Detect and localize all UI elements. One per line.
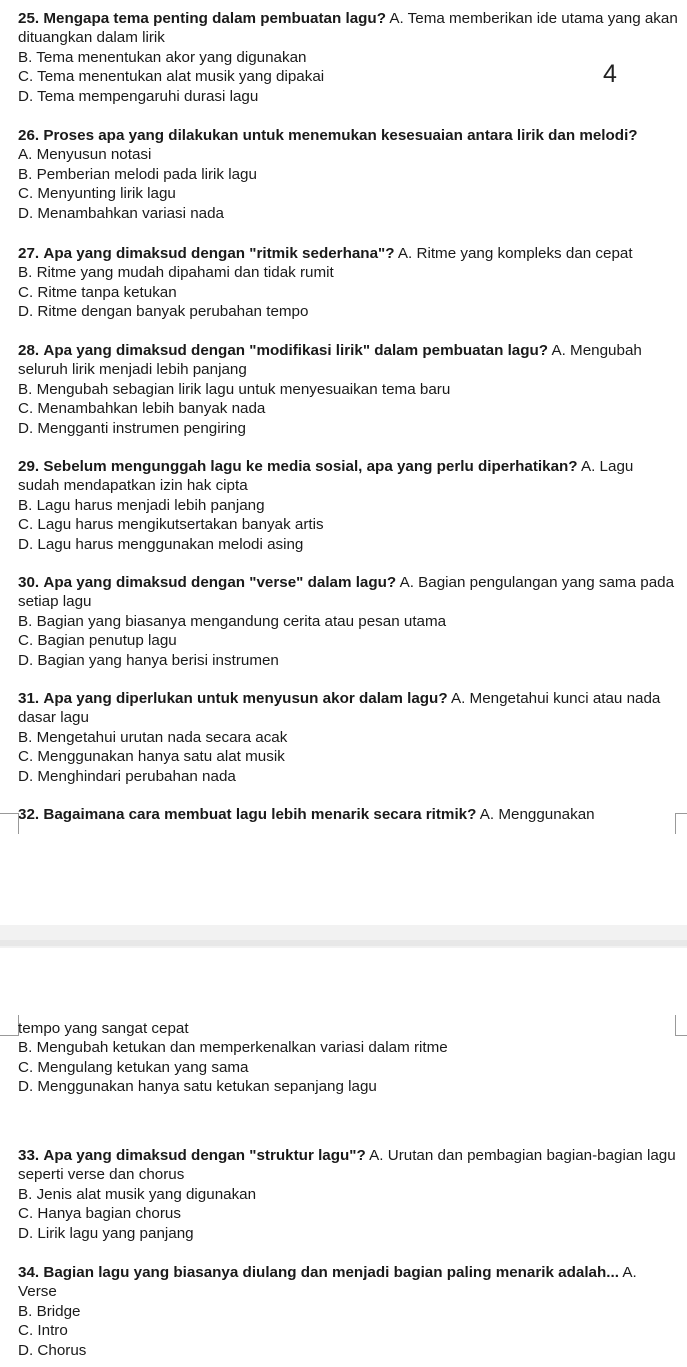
question-number: 25. xyxy=(18,10,40,27)
option-a: A. Mengubah seluruh lirik menjadi lebih panjang xyxy=(18,342,642,379)
option-c: C. Mengulang ketukan yang sama xyxy=(18,1058,249,1076)
option-b: B. Bridge xyxy=(18,1302,81,1320)
question-number: 27. xyxy=(18,245,40,262)
question-28 xyxy=(18,341,678,438)
question-number: 31. xyxy=(18,690,40,707)
option-c: C. Bagian penutup lagu xyxy=(18,632,177,650)
option-b: B. Pemberian melodi pada lirik lagu xyxy=(18,165,257,183)
question-31 xyxy=(18,689,678,786)
option-d: D. Bagian yang hanya berisi instrumen xyxy=(18,651,279,669)
option-d: D. Tema mempengaruhi durasi lagu xyxy=(18,87,259,105)
option-d: D. Menambahkan variasi nada xyxy=(18,204,224,222)
question-32-continuation xyxy=(18,1019,678,1097)
question-number: 29. xyxy=(18,458,40,475)
question-27 xyxy=(18,244,678,322)
question-number: 30. xyxy=(18,574,40,591)
option-b: B. Mengubah ketukan dan memperkenalkan variasi dalam ritme xyxy=(18,1039,448,1057)
question-number: 33. xyxy=(18,1147,40,1164)
page-marker: 4 xyxy=(603,60,617,88)
option-b: B. Mengetahui urutan nada secara acak xyxy=(18,728,288,746)
option-a: A. Mengetahui kunci atau nada dasar lagu xyxy=(18,690,661,727)
option-c: C. Menggunakan hanya satu alat musik xyxy=(18,748,285,766)
question-33 xyxy=(18,1146,678,1243)
question-34 xyxy=(18,1263,678,1360)
option-a: A. Urutan dan pembagian bagian-bagian lagu seperti verse dan chorus xyxy=(18,1147,676,1184)
question-text: Proses apa yang dilakukan untuk menemukan kesesuaian antara lirik dan melodi? xyxy=(43,127,638,144)
option-b: B. Lagu harus menjadi lebih panjang xyxy=(18,496,265,514)
question-text: Apa yang dimaksud dengan "struktur lagu"? xyxy=(43,1147,366,1164)
option-a-continued: tempo yang sangat cepat xyxy=(18,1020,189,1037)
option-d: D. Lirik lagu yang panjang xyxy=(18,1224,194,1242)
option-b: B. Bagian yang biasanya mengandung cerita atau pesan utama xyxy=(18,612,447,630)
crop-mark xyxy=(0,1015,19,1036)
question-text: Bagian lagu yang biasanya diulang dan menjadi bagian paling menarik adalah... xyxy=(43,1264,619,1281)
option-b: B. Ritme yang mudah dipahami dan tidak rumit xyxy=(18,264,334,282)
option-a: A. Lagu sudah mendapatkan izin hak cipta xyxy=(18,458,634,495)
option-a: A. Tema memberikan ide utama yang akan dituangkan dalam lirik xyxy=(18,10,678,47)
question-number: 34. xyxy=(18,1264,40,1281)
option-c: C. Ritme tanpa ketukan xyxy=(18,283,177,301)
option-d: D. Chorus xyxy=(18,1341,87,1359)
question-29 xyxy=(18,457,678,554)
question-text: Apa yang diperlukan untuk menyusun akor dalam lagu? xyxy=(43,690,448,707)
page-divider xyxy=(0,940,687,946)
option-a: A. Bagian pengulangan yang sama pada setiap lagu xyxy=(18,574,675,611)
question-text: Apa yang dimaksud dengan "verse" dalam lagu? xyxy=(43,574,397,591)
option-d: D. Lagu harus menggunakan melodi asing xyxy=(18,535,304,553)
option-c: C. Hanya bagian chorus xyxy=(18,1205,181,1223)
question-32 xyxy=(18,805,678,824)
option-d: D. Ritme dengan banyak perubahan tempo xyxy=(18,303,309,321)
option-a: A. Ritme yang kompleks dan cepat xyxy=(397,245,633,262)
option-d: D. Menggunakan hanya satu ketukan sepanjang lagu xyxy=(18,1078,377,1096)
option-a: A. Menggunakan xyxy=(479,806,595,823)
crop-mark xyxy=(675,813,687,834)
option-c: C. Lagu harus mengikutsertakan banyak artis xyxy=(18,516,324,534)
question-30 xyxy=(18,573,678,670)
option-c: C. Menyunting lirik lagu xyxy=(18,185,176,203)
question-26 xyxy=(18,126,678,223)
option-d: D. Mengganti instrumen pengiring xyxy=(18,419,246,437)
question-text: Apa yang dimaksud dengan "ritmik sederhana"? xyxy=(43,245,395,262)
option-b: B. Jenis alat musik yang digunakan xyxy=(18,1185,257,1203)
option-c: C. Menambahkan lebih banyak nada xyxy=(18,400,266,418)
question-text: Sebelum mengunggah lagu ke media sosial, apa yang perlu diperhatikan? xyxy=(43,458,578,475)
question-text: Bagaimana cara membuat lagu lebih menarik secara ritmik? xyxy=(43,806,477,823)
option-b: B. Mengubah sebagian lirik lagu untuk menyesuaikan tema baru xyxy=(18,380,451,398)
option-c: C. Intro xyxy=(18,1322,68,1340)
question-number: 26. xyxy=(18,127,40,144)
question-25 xyxy=(18,9,678,106)
option-c: C. Tema menentukan alat musik yang dipakai xyxy=(18,68,325,86)
option-a: A. Menyusun notasi xyxy=(18,146,152,164)
question-number: 32. xyxy=(18,806,40,823)
option-a: A. Verse xyxy=(18,1264,637,1301)
question-text: Apa yang dimaksud dengan "modifikasi lirik" dalam pembuatan lagu? xyxy=(43,342,549,359)
question-number: 28. xyxy=(18,342,40,359)
question-text: Mengapa tema penting dalam pembuatan lagu? xyxy=(43,10,386,27)
crop-mark xyxy=(0,813,19,834)
option-d: D. Menghindari perubahan nada xyxy=(18,767,236,785)
option-b: B. Tema menentukan akor yang digunakan xyxy=(18,48,307,66)
